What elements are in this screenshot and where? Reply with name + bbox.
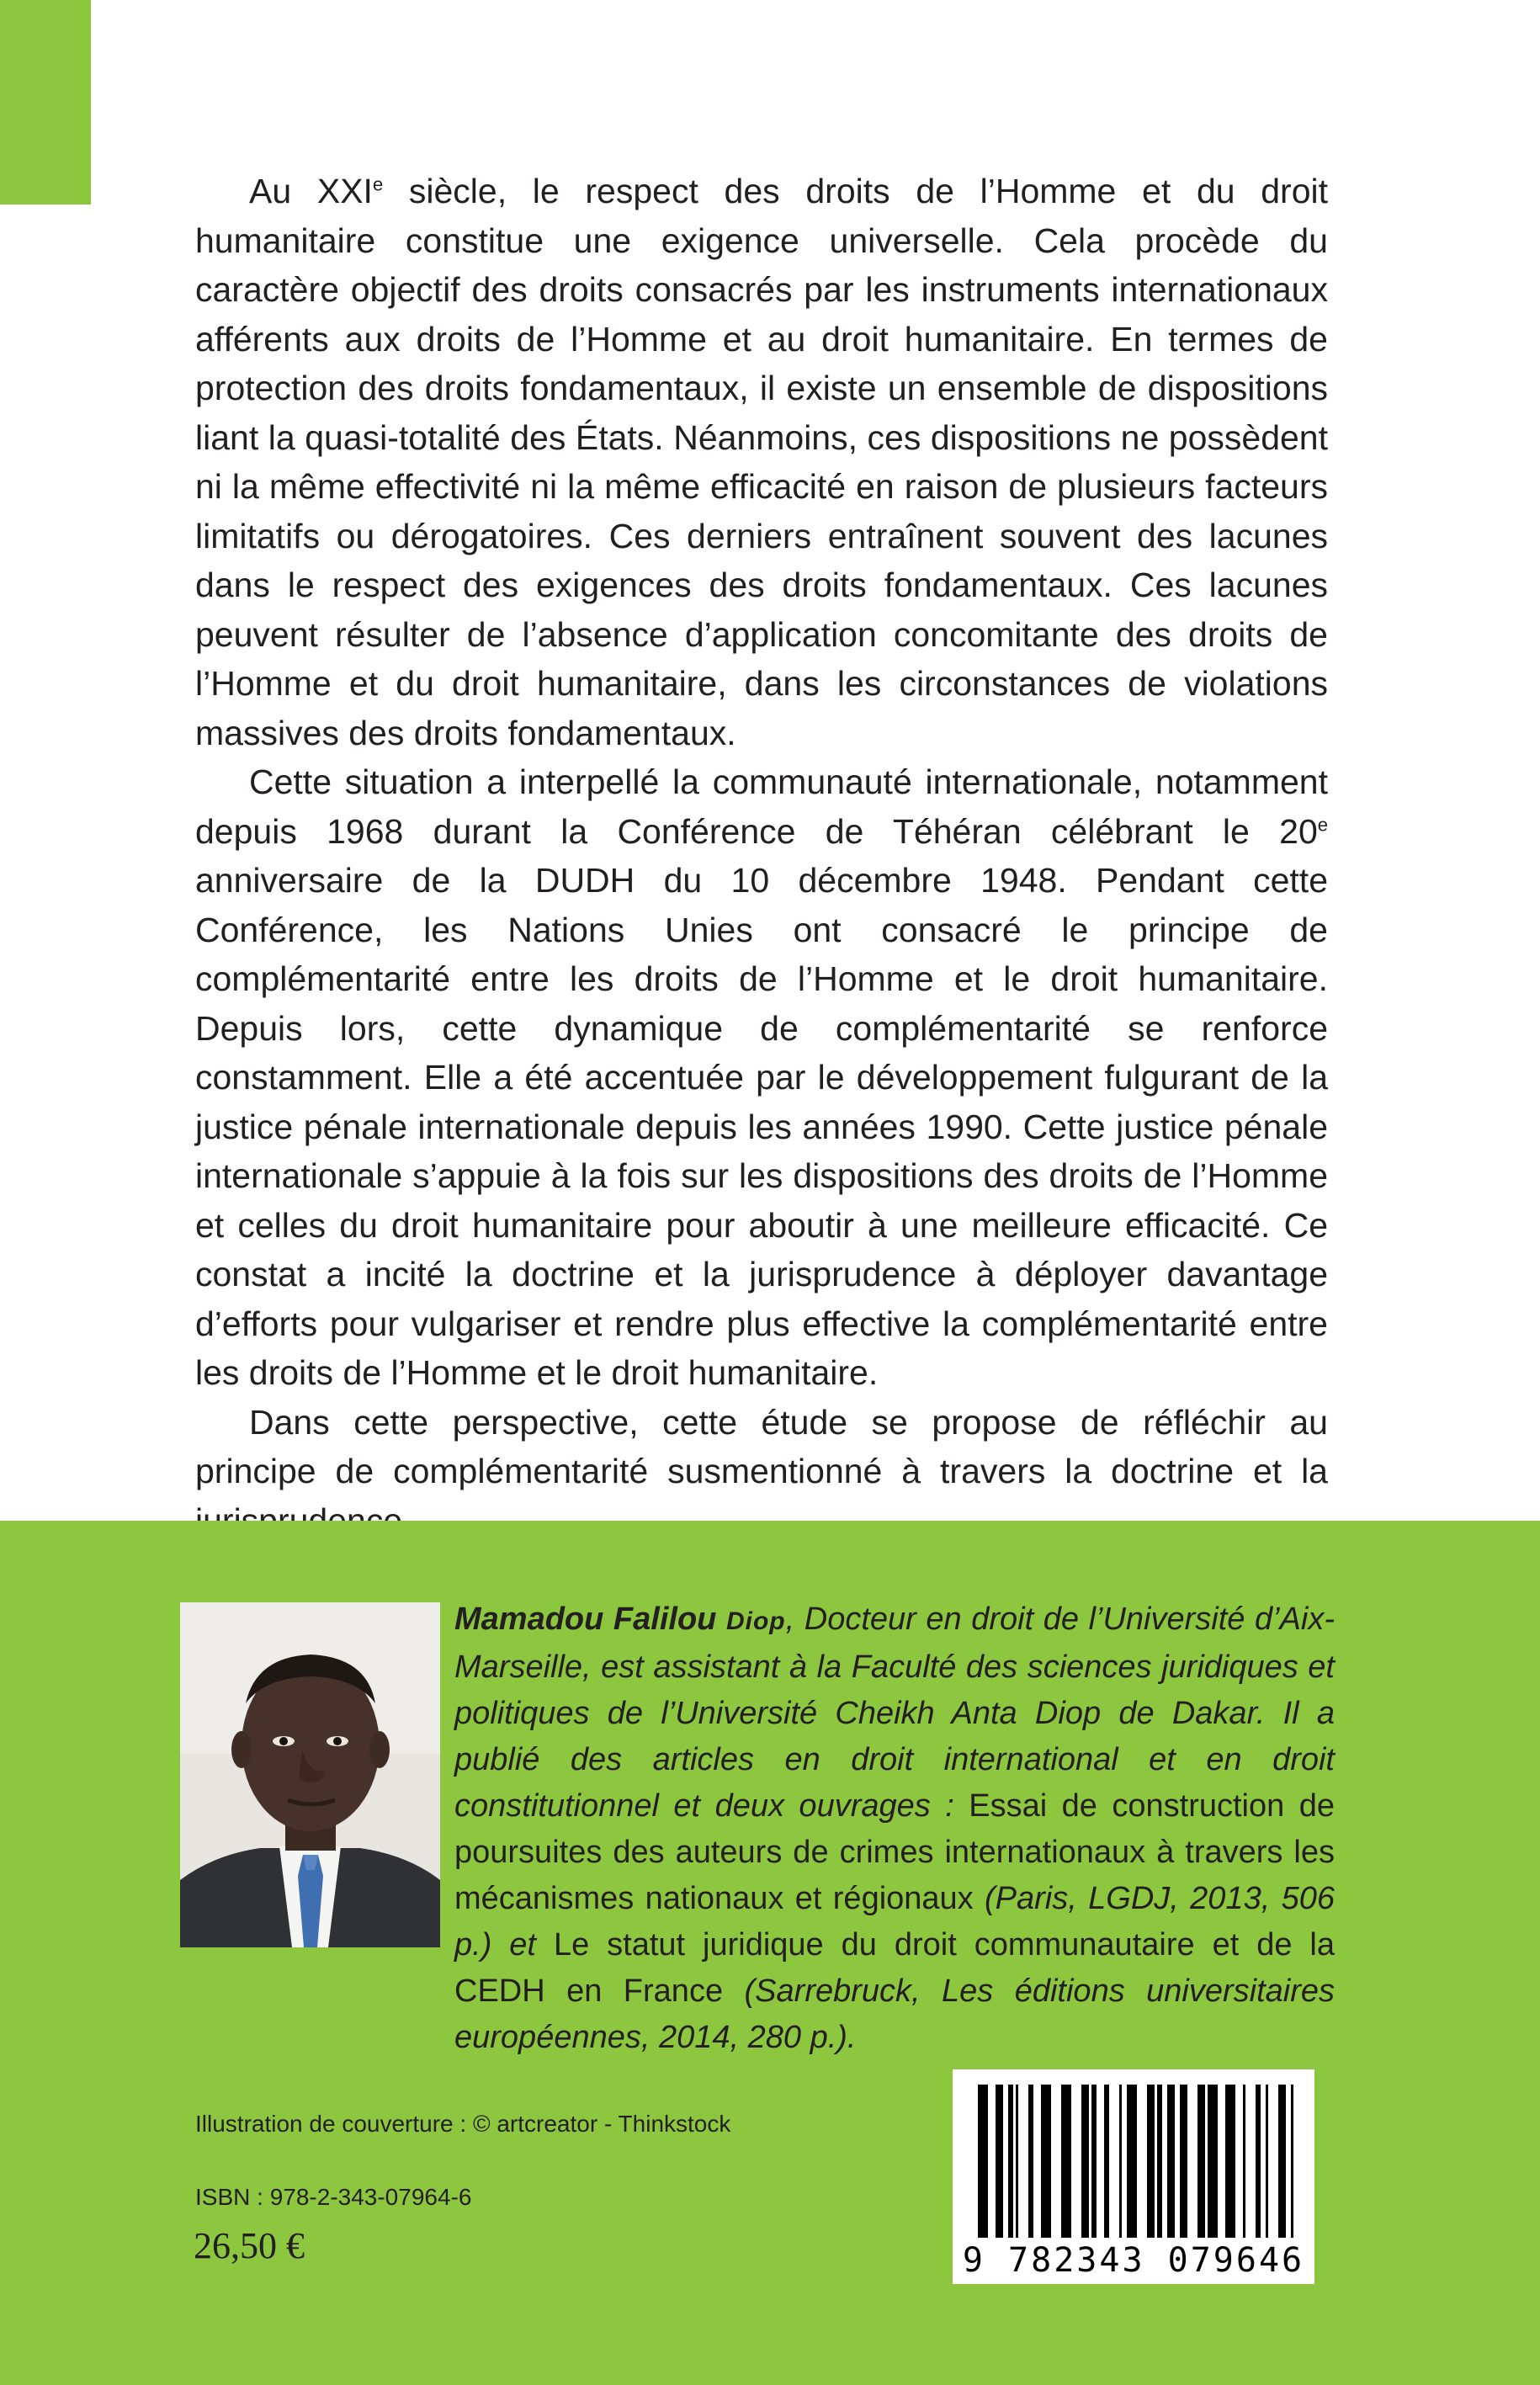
barcode-bar [1104, 2085, 1109, 2238]
barcode-bar [1061, 2085, 1071, 2238]
cover-illustration-credit: Illustration de couverture : © artcreator - Thinkstock [195, 2111, 731, 2137]
barcode-bar [1091, 2085, 1097, 2238]
barcode-bar [1225, 2085, 1235, 2238]
barcode-bar [1157, 2085, 1162, 2238]
book-title-1: Essai de construction de poursuites des auteurs de crimes internationaux à travers les mécanismes nationaux et régionaux [454, 1788, 1335, 1916]
back-cover-description [195, 167, 1328, 1545]
isbn-label: ISBN : 978-2-343-07964-6 [195, 2184, 472, 2210]
barcode-bar [1208, 2085, 1218, 2238]
barcode-digits: 9 782343 079646 [962, 2241, 1305, 2280]
barcode-bar [1256, 2085, 1261, 2238]
book-title-2: Le statut juridique du droit communautaire et de la CEDH en France [454, 1927, 1335, 2009]
barcode-bar [1147, 2085, 1155, 2238]
price-label: 26,50 € [194, 2225, 305, 2266]
barcode-bar [1278, 2085, 1286, 2238]
barcode-bar [1081, 2085, 1089, 2238]
barcode-bar [1127, 2085, 1137, 2238]
author-first-name: Mamadou Falilou [454, 1602, 726, 1637]
description-paragraph-3: Dans cette perspective, cette étude se propose de réfléchir au principe de complémentarité susmentionné à travers la doctrine et la [195, 1402, 1328, 1490]
description-paragraph-2: Cette situation a interpellé la communauté internationale, notamment depuis 1968 durant la Conférence de Téhéran célébrant le 20e anniversaire de la DUDH du 10 décembre 1948. Pendant cette Conférence, les Nations Unies ont consacré le principe de complémentarité entre les droits de l’Homme et le droit humanitaire. Depuis lors, cette dynamique de complémentarité se renforce constamment. Elle a été accentuée par le développement fulgurant de la justice pénale internationale depuis les années 1990. Cette justice pénale internationale s’appuie à la fois sur les dispositions des droits de l’Homme et celles du droit humanitaire pour aboutir à une meilleure efficacité. Ce constat a incité la doctrine et la jurisprudence à déployer davantage d’efforts pour vulgariser et rendre plus effective la complémentarité entre les droits de l’Homme et le droit humanitaire. [195, 762, 1328, 1392]
author-bio: Mamadou Falilou Diop, Docteur en droit de l’Université d’Aix-Marseille, est assistant à la Faculté des sciences juridiques et politiques de l’Université Cheikh Anta Diop de Dakar. Il a publié des articles en droit international et en droit constitutionnel et deux ouvrages : Essai de construction de poursuites des auteurs de crimes internationaux à travers les mécanismes nationaux et régionaux (Paris, LGDJ, 2013, 506 p.) et Le statut juridique du droit communautaire et de la CEDH en France (Sarrebruck, Les éditions universitaires européennes, 2014, 280 p.). [454, 1602, 1335, 2055]
barcode-bar [1291, 2085, 1293, 2238]
barcode-bar [1028, 2085, 1033, 2238]
barcode-bar [1016, 2085, 1018, 2238]
description-paragraph-1: Au XXIe siècle, le respect des droits de l’Homme et du droit humanitaire constitue une exigence universelle. Cela procède du caractère objectif des droits consacrés par les instruments internationaux afférents aux droits de l’Homme et au droit humanitaire. En termes de protection des droits fondamentaux, il existe un ensemble de dispositions liant la quasi-totalité des États. Néanmoins, ces dispositions ne possèdent ni la même effectivité ni la même efficacité en raison de plusieurs facteurs limitatifs ou dérogatoires. Ces derniers entraînent souvent des lacunes dans le respect des exigences des droits fondamentaux. Ces lacunes peuvent résulter de l’absence d’application concomitante des droits de l’Homme et du droit humanitaire, dans les circonstances de violations massives des droits fondamentaux. [195, 172, 1329, 752]
barcode-bar [1167, 2085, 1175, 2238]
barcode-bar [1243, 2085, 1245, 2238]
barcode-bar [1008, 2085, 1013, 2238]
barcode [953, 2069, 1314, 2284]
barcode-bar [1197, 2085, 1205, 2238]
barcode-bar [978, 2085, 988, 2238]
barcode-bar [1041, 2085, 1051, 2238]
barcode-bar [1266, 2085, 1268, 2238]
barcode-bar [1119, 2085, 1122, 2238]
barcode-bar [1180, 2085, 1187, 2238]
author-last-name: Diop [725, 1607, 786, 1635]
author-photo [180, 1602, 440, 1947]
corner-green-tab [0, 0, 91, 205]
barcode-bar [996, 2085, 1003, 2238]
